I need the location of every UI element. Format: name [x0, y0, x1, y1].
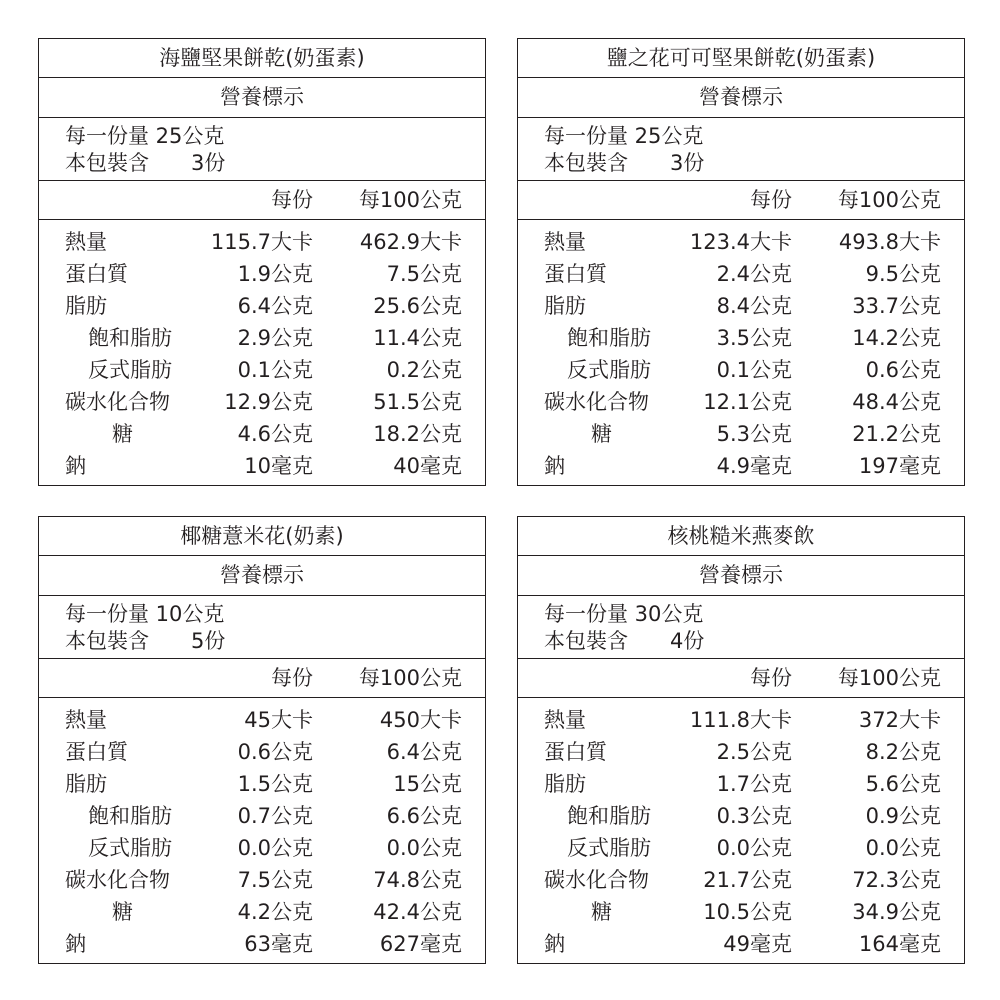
per-serving-value: 12.9公克: [224, 390, 313, 414]
per-serving-value: 3.5公克: [716, 326, 792, 350]
nutrient-name: 飽和脂肪: [567, 326, 651, 350]
nutrient-name: 糖: [112, 900, 133, 924]
per-100g-value: 0.0公克: [865, 836, 941, 860]
per-100g-value: 74.8公克: [373, 868, 462, 892]
nutrient-row-sodium: [518, 450, 964, 482]
column-header-per-serving: 每份: [750, 188, 792, 212]
per-serving-value: 45大卡: [244, 708, 313, 732]
per-serving-value: 1.9公克: [237, 262, 313, 286]
divider: [39, 117, 485, 118]
nutrient-row-protein: [39, 258, 485, 290]
per-100g-value: 0.0公克: [386, 836, 462, 860]
per-100g-value: 0.9公克: [865, 804, 941, 828]
nutrient-row-sugar: [518, 418, 964, 450]
per-serving-value: 2.4公克: [716, 262, 792, 286]
per-100g-value: 493.8大卡: [838, 230, 941, 254]
nutrient-rows: [518, 226, 964, 482]
nutrient-name: 糖: [591, 422, 612, 446]
nutrient-row-saturated-fat: [518, 800, 964, 832]
serving-info: [544, 601, 704, 655]
column-header-per-serving: 每份: [271, 666, 313, 690]
nutrient-name: 碳水化合物: [544, 868, 649, 892]
per-serving-value: 12.1公克: [703, 390, 792, 414]
per-100g-value: 51.5公克: [373, 390, 462, 414]
nutrient-rows: [39, 226, 485, 482]
per-serving-value: 1.5公克: [237, 772, 313, 796]
nutrient-name: 脂肪: [65, 294, 107, 318]
package-servings-value: 3份: [670, 151, 705, 175]
per-serving-value: 111.8大卡: [689, 708, 792, 732]
serving-info: [65, 123, 225, 177]
serving-info: [65, 601, 225, 655]
package-servings-value: 5份: [191, 629, 226, 653]
nutrition-heading: 營養標示: [220, 563, 304, 587]
nutrient-row-fat: [39, 768, 485, 800]
serving-size: 每一份量 25公克: [65, 124, 225, 148]
per-serving-value: 21.7公克: [703, 868, 792, 892]
product-title: 核桃糙米燕麥飲: [667, 524, 815, 548]
per-100g-value: 0.2公克: [386, 358, 462, 382]
nutrient-row-carbohydrate: [39, 386, 485, 418]
per-100g-value: 6.6公克: [386, 804, 462, 828]
per-100g-value: 0.6公克: [865, 358, 941, 382]
serving-size: 每一份量 10公克: [65, 602, 225, 626]
nutrient-name: 熱量: [65, 708, 107, 732]
nutrition-label-fleur-de-sel-cocoa-nut-cookie: [517, 38, 965, 486]
nutrient-name: 蛋白質: [65, 740, 128, 764]
nutrient-row-saturated-fat: [518, 322, 964, 354]
nutrient-name: 脂肪: [544, 772, 586, 796]
nutrient-row-sodium: [518, 928, 964, 960]
per-serving-value: 10.5公克: [703, 900, 792, 924]
per-100g-value: 9.5公克: [865, 262, 941, 286]
per-serving-value: 123.4大卡: [689, 230, 792, 254]
per-serving-value: 2.9公克: [237, 326, 313, 350]
per-serving-value: 115.7大卡: [210, 230, 313, 254]
per-serving-value: 0.6公克: [237, 740, 313, 764]
nutrient-name: 熱量: [544, 230, 586, 254]
per-serving-value: 10毫克: [244, 454, 313, 478]
package-servings-label: 本包裝含: [65, 629, 149, 653]
per-100g-value: 372大卡: [858, 708, 941, 732]
column-header-per-100g: 每100公克: [358, 188, 462, 212]
per-100g-value: 14.2公克: [852, 326, 941, 350]
package-servings-label: 本包裝含: [544, 151, 628, 175]
per-serving-value: 7.5公克: [237, 868, 313, 892]
per-100g-value: 15公克: [393, 772, 462, 796]
nutrient-name: 熱量: [544, 708, 586, 732]
divider: [39, 219, 485, 220]
nutrient-name: 蛋白質: [544, 740, 607, 764]
package-servings-value: 3份: [191, 151, 226, 175]
nutrient-name: 熱量: [65, 230, 107, 254]
per-serving-value: 0.3公克: [716, 804, 792, 828]
nutrient-name: 鈉: [65, 454, 86, 478]
nutrient-row-sugar: [39, 896, 485, 928]
nutrition-heading: 營養標示: [699, 563, 783, 587]
column-header-per-100g: 每100公克: [358, 666, 462, 690]
nutrient-row-protein: [39, 736, 485, 768]
divider: [39, 595, 485, 596]
per-100g-value: 450大卡: [379, 708, 462, 732]
column-header-per-100g: 每100公克: [837, 188, 941, 212]
nutrient-row-trans-fat: [518, 832, 964, 864]
nutrient-row-calories: [39, 226, 485, 258]
nutrient-name: 飽和脂肪: [567, 804, 651, 828]
nutrient-row-calories: [518, 226, 964, 258]
per-serving-value: 0.0公克: [237, 836, 313, 860]
per-100g-value: 42.4公克: [373, 900, 462, 924]
nutrient-row-carbohydrate: [39, 864, 485, 896]
per-100g-value: 462.9大卡: [359, 230, 462, 254]
per-100g-value: 8.2公克: [865, 740, 941, 764]
per-serving-value: 6.4公克: [237, 294, 313, 318]
column-header-per-serving: 每份: [271, 188, 313, 212]
nutrient-name: 蛋白質: [544, 262, 607, 286]
column-header-per-100g: 每100公克: [837, 666, 941, 690]
nutrient-name: 鈉: [65, 932, 86, 956]
package-servings-value: 4份: [670, 629, 705, 653]
product-title: 鹽之花可可堅果餅乾(奶蛋素): [606, 46, 876, 70]
package-servings: [65, 150, 225, 177]
product-title: 海鹽堅果餅乾(奶蛋素): [159, 46, 365, 70]
nutrition-heading: 營養標示: [699, 85, 783, 109]
per-serving-value: 0.7公克: [237, 804, 313, 828]
package-servings-label: 本包裝含: [544, 629, 628, 653]
nutrient-name: 飽和脂肪: [88, 804, 172, 828]
nutrient-row-protein: [518, 736, 964, 768]
per-serving-value: 8.4公克: [716, 294, 792, 318]
nutrient-row-trans-fat: [39, 832, 485, 864]
package-servings-label: 本包裝含: [65, 151, 149, 175]
nutrient-row-carbohydrate: [518, 864, 964, 896]
per-serving-value: 5.3公克: [716, 422, 792, 446]
nutrient-name: 鈉: [544, 932, 565, 956]
per-100g-value: 197毫克: [858, 454, 941, 478]
divider: [39, 697, 485, 698]
nutrient-row-fat: [518, 290, 964, 322]
per-serving-value: 1.7公克: [716, 772, 792, 796]
per-100g-value: 7.5公克: [386, 262, 462, 286]
nutrient-row-calories: [39, 704, 485, 736]
nutrient-name: 反式脂肪: [567, 836, 651, 860]
per-serving-value: 49毫克: [723, 932, 792, 956]
nutrient-name: 飽和脂肪: [88, 326, 172, 350]
nutrient-row-calories: [518, 704, 964, 736]
per-100g-value: 6.4公克: [386, 740, 462, 764]
nutrient-name: 反式脂肪: [567, 358, 651, 382]
nutrient-row-fat: [518, 768, 964, 800]
divider: [518, 697, 964, 698]
per-serving-value: 4.6公克: [237, 422, 313, 446]
nutrition-label-coconut-sugar-puffed-barley: [38, 516, 486, 964]
per-100g-value: 5.6公克: [865, 772, 941, 796]
nutrient-name: 糖: [112, 422, 133, 446]
per-100g-value: 18.2公克: [373, 422, 462, 446]
nutrient-name: 糖: [591, 900, 612, 924]
per-100g-value: 34.9公克: [852, 900, 941, 924]
per-serving-value: 4.9毫克: [716, 454, 792, 478]
nutrient-row-saturated-fat: [39, 322, 485, 354]
nutrient-name: 碳水化合物: [65, 390, 170, 414]
nutrient-name: 反式脂肪: [88, 836, 172, 860]
nutrient-name: 鈉: [544, 454, 565, 478]
nutrition-label-sea-salt-nut-cookie: [38, 38, 486, 486]
per-serving-value: 63毫克: [244, 932, 313, 956]
nutrient-rows: [39, 704, 485, 960]
per-serving-value: 4.2公克: [237, 900, 313, 924]
per-serving-value: 2.5公克: [716, 740, 792, 764]
nutrient-name: 碳水化合物: [544, 390, 649, 414]
serving-size: 每一份量 30公克: [544, 602, 704, 626]
divider: [518, 595, 964, 596]
package-servings: [65, 628, 225, 655]
per-100g-value: 48.4公克: [852, 390, 941, 414]
per-serving-value: 0.1公克: [237, 358, 313, 382]
per-100g-value: 164毫克: [858, 932, 941, 956]
nutrient-rows: [518, 704, 964, 960]
serving-size: 每一份量 25公克: [544, 124, 704, 148]
nutrient-row-protein: [518, 258, 964, 290]
nutrient-row-sodium: [39, 450, 485, 482]
nutrition-heading: 營養標示: [220, 85, 304, 109]
nutrient-name: 脂肪: [544, 294, 586, 318]
column-header-per-serving: 每份: [750, 666, 792, 690]
nutrient-name: 蛋白質: [65, 262, 128, 286]
per-100g-value: 11.4公克: [373, 326, 462, 350]
nutrient-name: 反式脂肪: [88, 358, 172, 382]
divider: [518, 117, 964, 118]
package-servings: [544, 150, 704, 177]
per-100g-value: 21.2公克: [852, 422, 941, 446]
nutrition-label-walnut-brown-rice-oat-drink: [517, 516, 965, 964]
nutrient-row-sugar: [518, 896, 964, 928]
nutrient-row-sugar: [39, 418, 485, 450]
nutrient-row-fat: [39, 290, 485, 322]
nutrient-row-saturated-fat: [39, 800, 485, 832]
nutrient-row-sodium: [39, 928, 485, 960]
per-100g-value: 33.7公克: [852, 294, 941, 318]
serving-info: [544, 123, 704, 177]
per-serving-value: 0.1公克: [716, 358, 792, 382]
per-100g-value: 40毫克: [393, 454, 462, 478]
per-serving-value: 0.0公克: [716, 836, 792, 860]
nutrient-name: 脂肪: [65, 772, 107, 796]
divider: [518, 219, 964, 220]
per-100g-value: 25.6公克: [373, 294, 462, 318]
nutrient-row-carbohydrate: [518, 386, 964, 418]
product-title: 椰糖薏米花(奶素): [180, 524, 344, 548]
per-100g-value: 627毫克: [379, 932, 462, 956]
nutrient-row-trans-fat: [518, 354, 964, 386]
per-100g-value: 72.3公克: [852, 868, 941, 892]
nutrient-row-trans-fat: [39, 354, 485, 386]
nutrient-name: 碳水化合物: [65, 868, 170, 892]
package-servings: [544, 628, 704, 655]
